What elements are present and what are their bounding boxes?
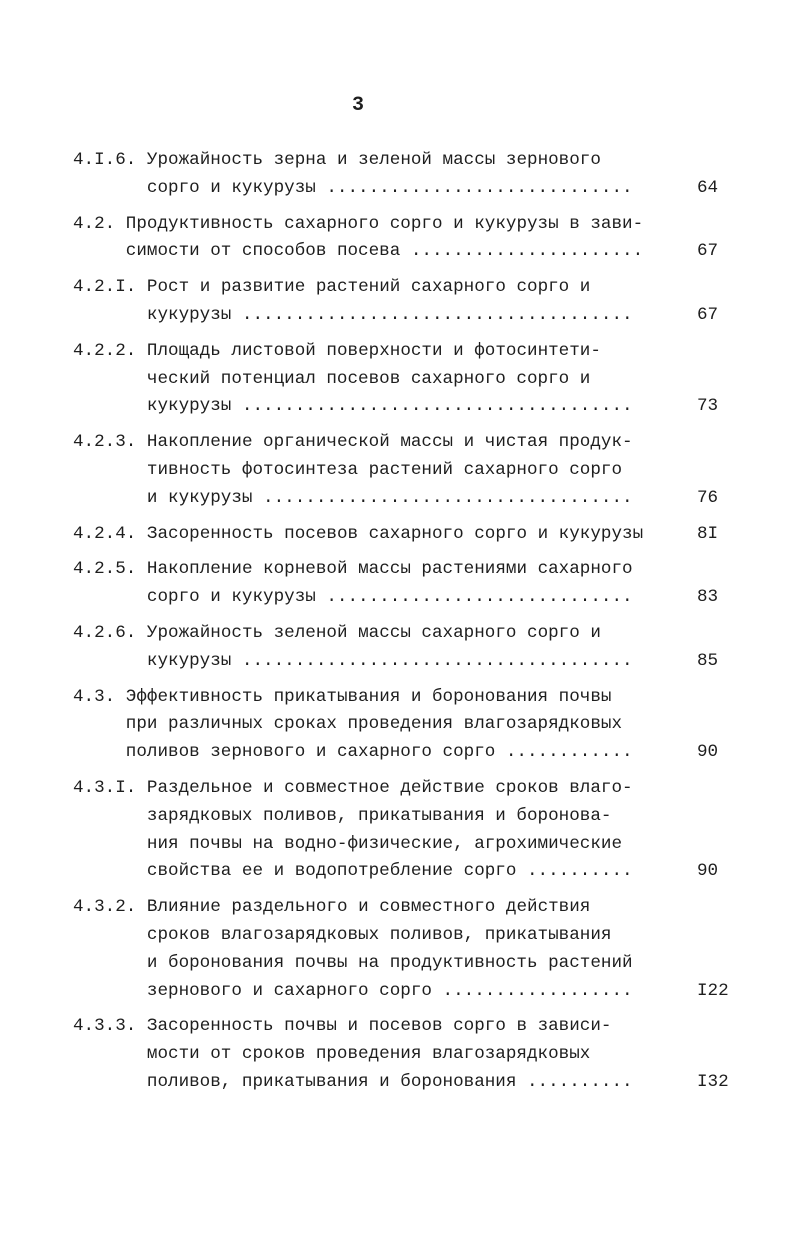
toc-entry-line bbox=[73, 393, 753, 421]
toc-entry-line bbox=[73, 1069, 753, 1097]
section-number: 4.2.4. bbox=[73, 523, 137, 544]
toc-entry-line bbox=[73, 648, 753, 676]
toc-entry bbox=[73, 211, 753, 267]
toc-entry bbox=[73, 556, 753, 612]
section-title-text: сорго и кукурузы ............................. bbox=[146, 587, 633, 608]
section-title-text: кукурузы ..................................... bbox=[146, 396, 633, 417]
toc-entry-line bbox=[73, 684, 753, 712]
section-title-text: симости от способов посева ...................... bbox=[125, 241, 644, 262]
toc-entry-line bbox=[73, 711, 753, 739]
section-title-text: ния почвы на водно-физические, агрохимические bbox=[146, 833, 622, 854]
page-reference: 90 bbox=[697, 742, 719, 763]
section-title-text: Накопление корневой массы растениями сахарного bbox=[146, 559, 633, 580]
page-reference: 76 bbox=[697, 487, 719, 508]
page-reference: 64 bbox=[697, 177, 719, 198]
toc-entry bbox=[73, 620, 753, 676]
toc-entry-line bbox=[73, 831, 753, 859]
section-title-text: Накопление органической массы и чистая продук- bbox=[146, 432, 633, 453]
toc-entry-line bbox=[73, 620, 753, 648]
section-title-text: Засоренность почвы и посевов сорго в зависи- bbox=[146, 1016, 612, 1037]
toc-entry-line bbox=[73, 521, 753, 549]
toc-entry bbox=[73, 274, 753, 330]
section-title-text: Раздельное и совместное действие сроков влаго- bbox=[146, 777, 633, 798]
toc-entry bbox=[73, 684, 753, 767]
section-number: 4.3.2. bbox=[73, 897, 137, 918]
page-reference: 8I bbox=[697, 523, 719, 544]
toc-entry-line bbox=[73, 457, 753, 485]
toc-entry-line bbox=[73, 1013, 753, 1041]
toc-entry-line bbox=[73, 485, 753, 513]
section-number: 4.3. bbox=[73, 686, 116, 707]
section-title-text: свойства ее и водопотребление сорго .......... bbox=[146, 861, 633, 882]
section-number: 4.2. bbox=[73, 213, 116, 234]
page-reference: I22 bbox=[697, 980, 729, 1001]
section-title-text: и боронования почвы на продуктивность растений bbox=[146, 952, 633, 973]
toc-entry bbox=[73, 521, 753, 549]
section-number: 4.I.6. bbox=[73, 150, 137, 170]
toc-entry-line bbox=[73, 302, 753, 330]
page-reference: 73 bbox=[697, 396, 719, 417]
section-title-text: поливов зернового и сахарного сорго ............ bbox=[125, 742, 633, 763]
section-title-text: кукурузы ..................................... bbox=[146, 650, 633, 671]
section-title-text: зернового и сахарного сорго .................. bbox=[146, 980, 633, 1001]
page-number: 3 bbox=[352, 94, 365, 117]
toc-entry bbox=[73, 894, 753, 1005]
toc-entry-line bbox=[73, 922, 753, 950]
toc-entry-line bbox=[73, 775, 753, 803]
toc-entry-line bbox=[73, 978, 753, 1006]
toc-entry-line bbox=[73, 739, 753, 767]
toc-entry bbox=[73, 429, 753, 512]
toc-entry-line bbox=[73, 556, 753, 584]
toc-entry-line bbox=[73, 274, 753, 302]
toc-entry bbox=[73, 147, 753, 203]
toc-entry-line bbox=[73, 338, 753, 366]
toc-entry-line bbox=[73, 238, 753, 266]
toc-entry-line bbox=[73, 147, 753, 175]
section-title-text: Влияние раздельного и совместного действия bbox=[146, 897, 591, 918]
toc-entry-line bbox=[73, 211, 753, 239]
toc-entry-line bbox=[73, 858, 753, 886]
section-title-text: Рост и развитие растений сахарного сорго и bbox=[146, 277, 591, 298]
section-title-text: кукурузы ..................................... bbox=[146, 304, 633, 325]
toc-entry-line bbox=[73, 950, 753, 978]
section-number: 4.3.3. bbox=[73, 1016, 137, 1037]
toc-entry-line bbox=[73, 175, 753, 203]
page-reference: 67 bbox=[697, 241, 719, 262]
section-number: 4.2.2. bbox=[73, 340, 137, 361]
section-title-text: сорго и кукурузы ............................. bbox=[146, 177, 633, 198]
section-title-text: поливов, прикатывания и боронования .......... bbox=[146, 1071, 633, 1092]
toc-entry bbox=[73, 1013, 753, 1096]
section-number: 4.3.I. bbox=[73, 777, 137, 798]
page-reference: 83 bbox=[697, 587, 719, 608]
section-title-text: ческий потенциал посевов сахарного сорго и bbox=[146, 368, 591, 389]
page-reference: 85 bbox=[697, 650, 719, 671]
section-number: 4.2.6. bbox=[73, 622, 137, 643]
page-reference: 67 bbox=[697, 304, 719, 325]
toc-entry-line bbox=[73, 429, 753, 457]
section-title-text: тивность фотосинтеза растений сахарного сорго bbox=[146, 459, 622, 480]
section-title-text: Площадь листовой поверхности и фотосинтети- bbox=[146, 340, 601, 361]
section-title-text: сроков влагозарядковых поливов, прикатывания bbox=[146, 924, 612, 945]
section-title-text: Урожайность зерна и зеленой массы зернового bbox=[146, 150, 601, 170]
page-reference: I32 bbox=[697, 1071, 729, 1092]
toc-entry bbox=[73, 775, 753, 886]
section-title-text: зарядковых поливов, прикатывания и боронова- bbox=[146, 805, 612, 826]
toc-entry bbox=[73, 338, 753, 421]
section-number: 4.2.5. bbox=[73, 559, 137, 580]
section-title-text: и кукурузы ................................... bbox=[146, 487, 633, 508]
section-title-text: мости от сроков проведения влагозарядковых bbox=[146, 1044, 591, 1065]
section-title-text: Урожайность зеленой массы сахарного сорго и bbox=[146, 622, 601, 643]
toc-entry-line bbox=[73, 894, 753, 922]
section-number: 4.2.I. bbox=[73, 277, 137, 298]
section-number: 4.2.3. bbox=[73, 432, 137, 453]
section-title-text: Засоренность посевов сахарного сорго и кукурузы bbox=[146, 523, 644, 544]
section-title-text: при различных сроках проведения влагозарядковых bbox=[125, 714, 623, 735]
toc-entry-line bbox=[73, 366, 753, 394]
section-title-text: Продуктивность сахарного сорго и кукурузы в зави- bbox=[125, 213, 644, 234]
toc-entry-line bbox=[73, 1041, 753, 1069]
table-of-contents bbox=[73, 147, 753, 1105]
toc-entry-line bbox=[73, 584, 753, 612]
toc-entry-line bbox=[73, 803, 753, 831]
section-title-text: Эффективность прикатывания и боронования почвы bbox=[125, 686, 612, 707]
page-reference: 90 bbox=[697, 861, 719, 882]
